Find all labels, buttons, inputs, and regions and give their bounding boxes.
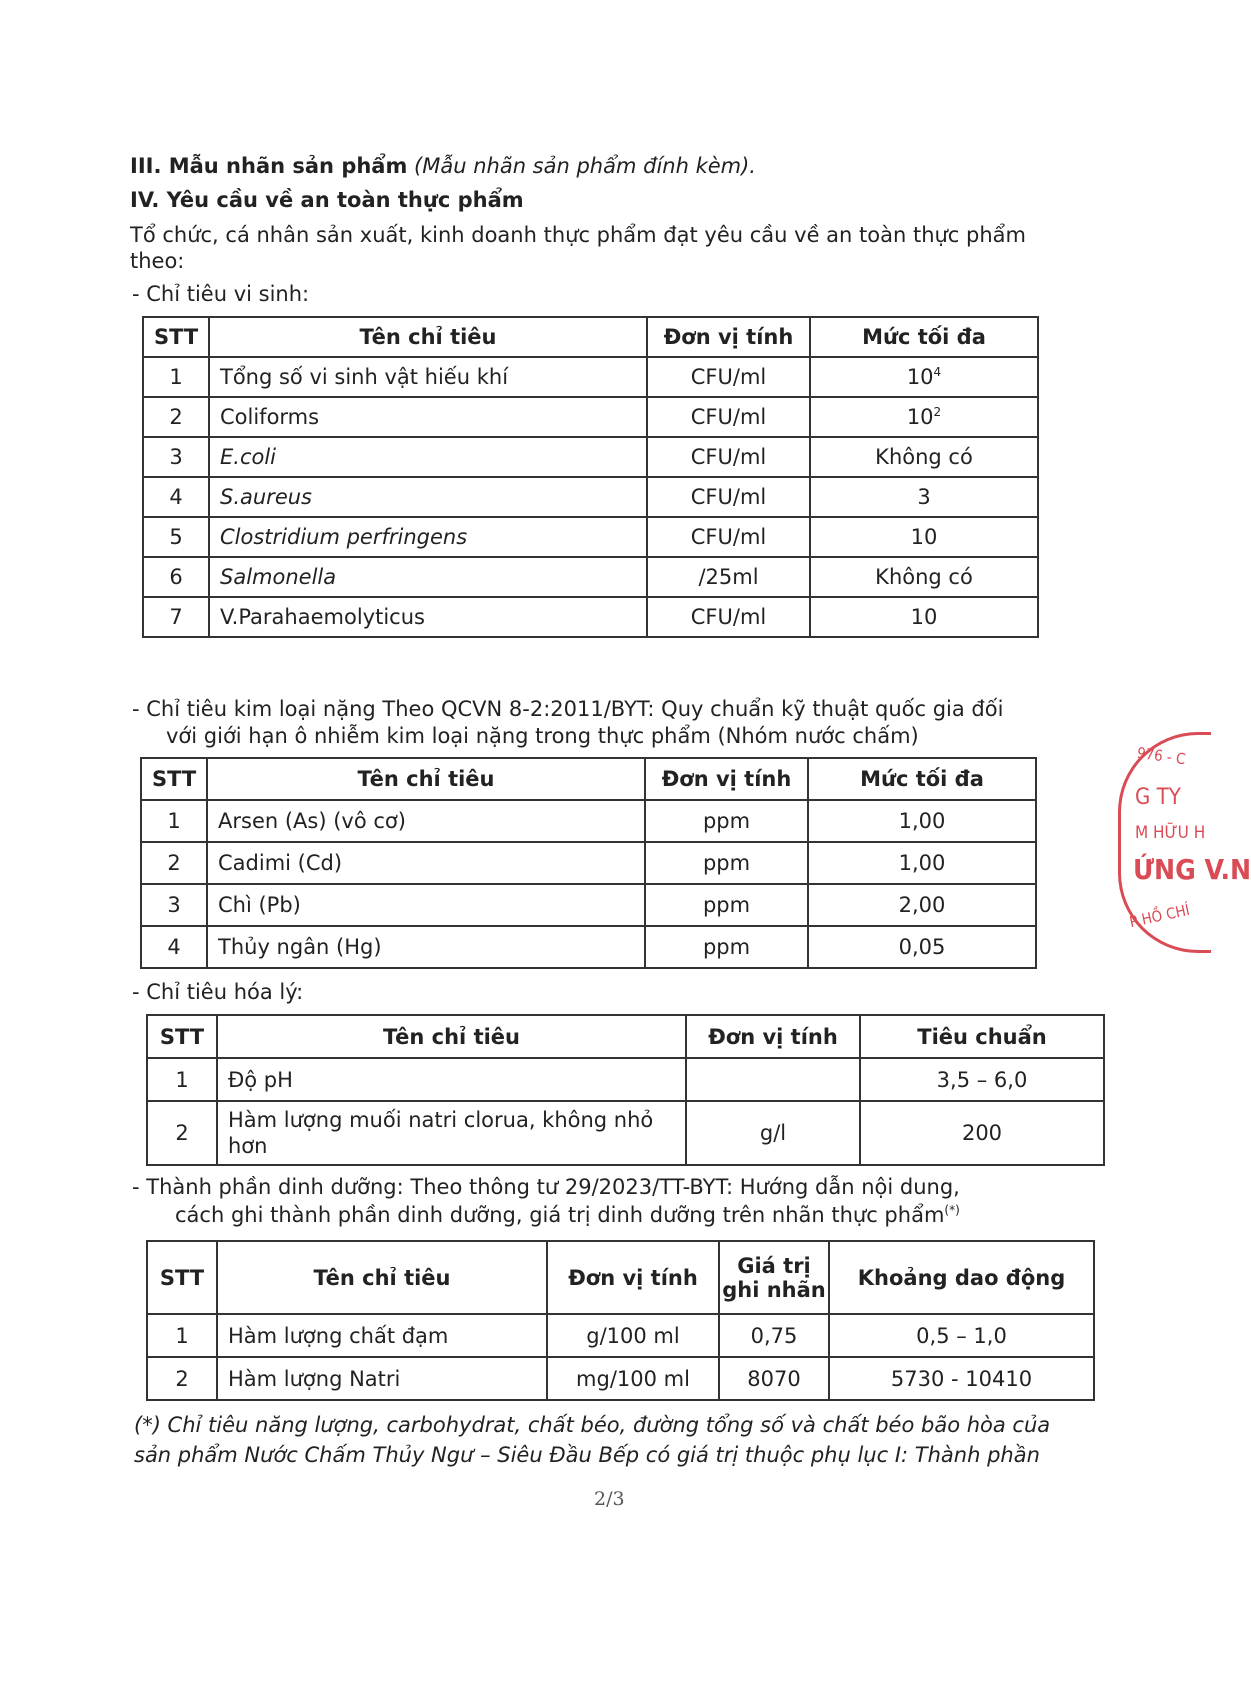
stamp-text: 976 - C [1135, 743, 1187, 769]
table-row [147, 1101, 1104, 1165]
nutrition-table [146, 1240, 1095, 1401]
footnote-line2: sản phẩm Nước Chấm Thủy Ngư – Siêu Đầu Bếp có giá trị thuộc phụ lục I: Thành phần [134, 1443, 1040, 1467]
stamp-text: ỨNG V.N [1133, 853, 1251, 886]
cell-stt: 3 [141, 884, 207, 926]
header-max: Mức tối đa [810, 317, 1038, 357]
max-exponent: 2 [933, 405, 942, 419]
nutrition-label-line2 [175, 1203, 960, 1227]
header-max: Mức tối đa [808, 758, 1036, 800]
table-row [147, 1058, 1104, 1101]
cell-name [217, 1101, 686, 1165]
cell-unit: ppm [645, 800, 808, 842]
cell-name: Salmonella [209, 557, 647, 597]
section-4-title: IV. Yêu cầu về an toàn thực phẩm [130, 188, 524, 212]
table-row [141, 884, 1036, 926]
cell-stt: 1 [147, 1058, 217, 1101]
nutrition-label-text: cách ghi thành phần dinh dưỡng, giá trị dinh dưỡng trên nhãn thực phẩm [175, 1203, 945, 1227]
cell-unit: CFU/ml [647, 397, 810, 437]
cell-stt: 6 [143, 557, 209, 597]
header-stt: STT [143, 317, 209, 357]
header-stt: STT [147, 1015, 217, 1058]
cell-stt: 1 [141, 800, 207, 842]
header-name: Tên chỉ tiêu [209, 317, 647, 357]
cell-value: 8070 [719, 1357, 829, 1400]
cell-max: 2,00 [808, 884, 1036, 926]
metals-label-line1: - Chỉ tiêu kim loại nặng Theo QCVN 8-2:2011/BYT: Quy chuẩn kỹ thuật quốc gia đối [132, 697, 1004, 721]
cell-name: Thủy ngân (Hg) [207, 926, 645, 968]
cell-max: 0,05 [808, 926, 1036, 968]
header-unit: Đơn vị tính [645, 758, 808, 800]
cell-range: 0,5 – 1,0 [829, 1314, 1094, 1357]
cell-max: Không có [810, 437, 1038, 477]
stamp-text: P HỒ CHÍ [1127, 900, 1192, 932]
cell-name: V.Parahaemolyticus [209, 597, 647, 637]
cell-name: S.aureus [209, 477, 647, 517]
table-row [143, 517, 1038, 557]
cell-unit: CFU/ml [647, 477, 810, 517]
stamp-text: M HỮU H [1135, 823, 1206, 843]
cell-stt: 2 [147, 1101, 217, 1165]
section-3-note: (Mẫu nhãn sản phẩm đính kèm). [414, 154, 756, 178]
table-row [143, 597, 1038, 637]
page-number: 2/3 [594, 1488, 625, 1510]
cell-name-line2: hơn [228, 1134, 268, 1158]
table-row [147, 1314, 1094, 1357]
cell-stt: 2 [143, 397, 209, 437]
cell-range: 5730 - 10410 [829, 1357, 1094, 1400]
cell-max [810, 357, 1038, 397]
cell-name: Hàm lượng Natri [217, 1357, 547, 1400]
stamp-text: G TY [1135, 785, 1181, 810]
cell-stt: 4 [141, 926, 207, 968]
cell-unit: g/l [686, 1101, 860, 1165]
cell-max: 1,00 [808, 842, 1036, 884]
cell-unit: ppm [645, 926, 808, 968]
cell-unit: ppm [645, 884, 808, 926]
cell-name: Cadimi (Cd) [207, 842, 645, 884]
cell-name: Độ pH [217, 1058, 686, 1101]
cell-stt: 2 [147, 1357, 217, 1400]
header-name: Tên chỉ tiêu [217, 1241, 547, 1314]
cell-name: Chì (Pb) [207, 884, 645, 926]
header-unit: Đơn vị tính [686, 1015, 860, 1058]
table-row [147, 1357, 1094, 1400]
header-label-value: Giá trị ghi nhãn [719, 1241, 829, 1314]
cell-standard: 3,5 – 6,0 [860, 1058, 1104, 1101]
cell-stt: 3 [143, 437, 209, 477]
max-base: 10 [906, 405, 934, 429]
table-row [143, 557, 1038, 597]
nutrition-label-line1: - Thành phần dinh dưỡng: Theo thông tư 29/2023/TT-BYT: Hướng dẫn nội dung, [132, 1175, 960, 1199]
cell-max: 1,00 [808, 800, 1036, 842]
cell-name: Clostridium perfringens [209, 517, 647, 557]
cell-name: Coliforms [209, 397, 647, 437]
max-base: 10 [906, 365, 934, 389]
footnote-mark: (*) [944, 1203, 960, 1217]
cell-unit: ppm [645, 842, 808, 884]
footnote-line1: (*) Chỉ tiêu năng lượng, carbohydrat, chất béo, đường tổng số và chất béo bão hòa của [134, 1413, 1051, 1437]
cell-unit: /25ml [647, 557, 810, 597]
cell-name: E.coli [209, 437, 647, 477]
cell-name: Arsen (As) (vô cơ) [207, 800, 645, 842]
cell-unit: g/100 ml [547, 1314, 719, 1357]
cell-max: 3 [810, 477, 1038, 517]
table-row [143, 437, 1038, 477]
cell-stt: 2 [141, 842, 207, 884]
cell-stt: 5 [143, 517, 209, 557]
physchem-table [146, 1014, 1105, 1166]
metals-label-line2: với giới hạn ô nhiễm kim loại nặng trong thực phẩm (Nhóm nước chấm) [166, 724, 919, 748]
cell-max: 10 [810, 597, 1038, 637]
section-4-intro-line1: Tổ chức, cá nhân sản xuất, kinh doanh thực phẩm đạt yêu cầu về an toàn thực phẩm [130, 223, 1026, 247]
cell-name: Tổng số vi sinh vật hiếu khí [209, 357, 647, 397]
cell-standard: 200 [860, 1101, 1104, 1165]
header-unit: Đơn vị tính [547, 1241, 719, 1314]
cell-value: 0,75 [719, 1314, 829, 1357]
cell-name: Hàm lượng chất đạm [217, 1314, 547, 1357]
cell-unit: CFU/ml [647, 357, 810, 397]
header-stt: STT [141, 758, 207, 800]
cell-stt: 1 [147, 1314, 217, 1357]
cell-max [810, 397, 1038, 437]
physchem-label: - Chỉ tiêu hóa lý: [132, 980, 304, 1004]
cell-unit [686, 1058, 860, 1101]
max-exponent: 4 [933, 365, 942, 379]
metals-table [140, 757, 1037, 969]
table-row [141, 842, 1036, 884]
micro-table [142, 316, 1039, 638]
section-3-heading [130, 154, 756, 178]
table-row [143, 397, 1038, 437]
table-row [141, 800, 1036, 842]
cell-stt: 4 [143, 477, 209, 517]
section-4-intro-line2: theo: [130, 249, 185, 273]
cell-unit: mg/100 ml [547, 1357, 719, 1400]
cell-max: 10 [810, 517, 1038, 557]
company-stamp [1118, 732, 1251, 953]
micro-label: - Chỉ tiêu vi sinh: [132, 282, 310, 306]
table-row [143, 477, 1038, 517]
cell-name-line1: Hàm lượng muối natri clorua, không nhỏ [228, 1108, 654, 1132]
header-stt: STT [147, 1241, 217, 1314]
table-row [141, 926, 1036, 968]
cell-unit: CFU/ml [647, 517, 810, 557]
header-range: Khoảng dao động [829, 1241, 1094, 1314]
header-unit: Đơn vị tính [647, 317, 810, 357]
cell-stt: 7 [143, 597, 209, 637]
cell-max: Không có [810, 557, 1038, 597]
cell-unit: CFU/ml [647, 437, 810, 477]
section-3-title: III. Mẫu nhãn sản phẩm [130, 154, 408, 178]
header-name: Tên chỉ tiêu [217, 1015, 686, 1058]
cell-unit: CFU/ml [647, 597, 810, 637]
cell-stt: 1 [143, 357, 209, 397]
header-name: Tên chỉ tiêu [207, 758, 645, 800]
header-standard: Tiêu chuẩn [860, 1015, 1104, 1058]
table-row [143, 357, 1038, 397]
